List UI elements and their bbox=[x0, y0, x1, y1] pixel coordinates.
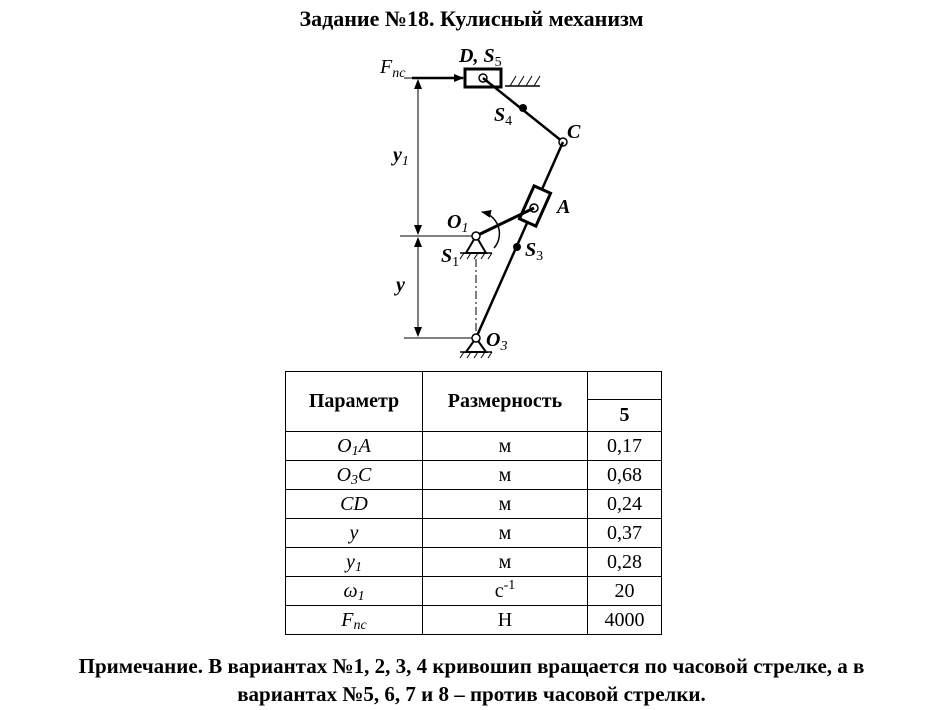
dimension-lines bbox=[400, 78, 472, 338]
label-s4: $S_4$ bbox=[494, 104, 513, 129]
label-y: y bbox=[396, 274, 405, 296]
label-c: C bbox=[567, 121, 581, 143]
table-row bbox=[286, 519, 662, 548]
top-guide bbox=[505, 76, 540, 86]
label-d-s5: D, $S_5$ bbox=[459, 45, 502, 70]
table-row bbox=[286, 606, 662, 635]
param-unit: м bbox=[423, 490, 588, 519]
header-variant: 5 bbox=[588, 400, 662, 432]
page-title: Задание №18. Кулисный механизм bbox=[299, 6, 644, 31]
param-value: 0,24 bbox=[588, 490, 662, 519]
param-value: 0,17 bbox=[588, 432, 662, 461]
header-unit: Размерность bbox=[423, 372, 588, 432]
param-value: 0,37 bbox=[588, 519, 662, 548]
param-name: $\omega_1$ bbox=[286, 577, 423, 606]
param-name: $y_1$ bbox=[286, 548, 423, 577]
param-value: 20 bbox=[588, 577, 662, 606]
note-line-2: вариантах №5, 6, 7 и 8 – против часовой стрелки. bbox=[237, 682, 706, 706]
param-name: $O_3C$ bbox=[286, 461, 423, 490]
note-line-1: Примечание. В вариантах №1, 2, 3, 4 кривошип вращается по часовой стрелке, а в bbox=[78, 654, 865, 678]
label-a: A bbox=[557, 196, 571, 218]
table-row bbox=[286, 432, 662, 461]
point-s3 bbox=[513, 243, 521, 251]
param-name: CD bbox=[286, 490, 423, 519]
parameters-table bbox=[285, 371, 662, 635]
param-value: 0,28 bbox=[588, 548, 662, 577]
param-name: y bbox=[286, 519, 423, 548]
label-o1: $O_1$ bbox=[447, 211, 469, 236]
label-s3: $S_3$ bbox=[525, 239, 544, 264]
table-row bbox=[286, 461, 662, 490]
table-row bbox=[286, 577, 662, 606]
param-unit: м bbox=[423, 548, 588, 577]
param-unit: м bbox=[423, 461, 588, 490]
point-s4 bbox=[519, 104, 527, 112]
note bbox=[0, 652, 943, 708]
param-value: 0,68 bbox=[588, 461, 662, 490]
label-y1: $y_1$ bbox=[393, 144, 409, 169]
rocker-o3c bbox=[476, 142, 563, 338]
param-name: $F_{пс}$ bbox=[286, 606, 423, 635]
param-unit: $с^{-1}$ bbox=[423, 577, 588, 606]
label-s1: $S_1$ bbox=[441, 245, 460, 270]
label-force: $F_{пс}$ bbox=[380, 56, 406, 81]
param-name: $O_1A$ bbox=[286, 432, 423, 461]
header-variant-empty bbox=[588, 372, 662, 400]
table-row bbox=[286, 548, 662, 577]
param-value: 4000 bbox=[588, 606, 662, 635]
header-param: Параметр bbox=[286, 372, 423, 432]
label-o3: $O_3$ bbox=[486, 329, 508, 354]
param-unit: м bbox=[423, 432, 588, 461]
param-unit: Н bbox=[423, 606, 588, 635]
param-unit: м bbox=[423, 519, 588, 548]
table-row bbox=[286, 490, 662, 519]
